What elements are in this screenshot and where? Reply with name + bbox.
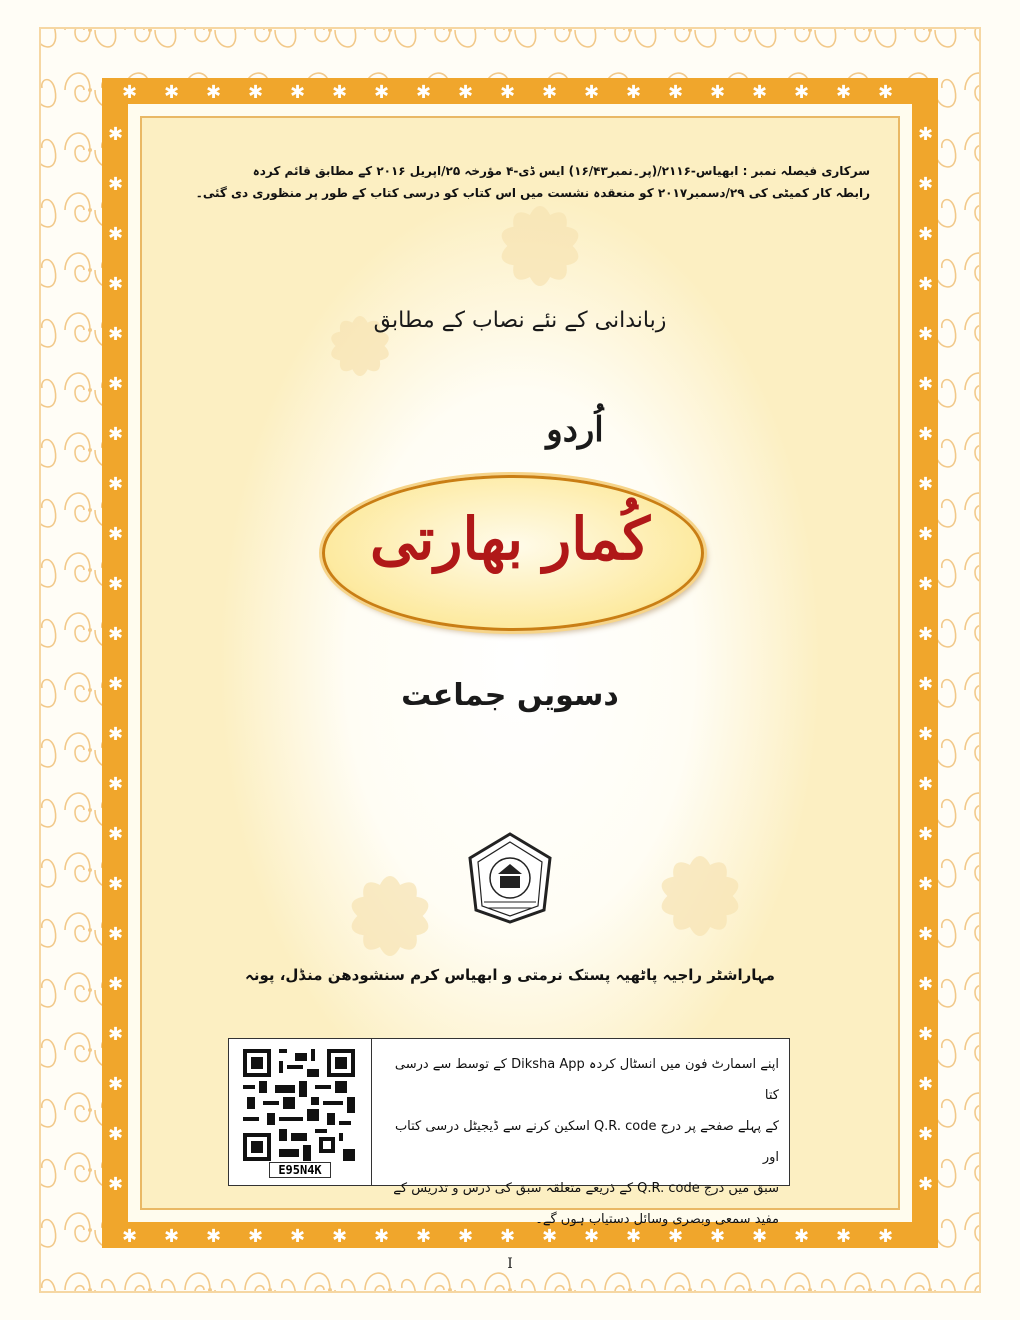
- approval-notice-line-1: سرکاری فیصلہ نمبر : ابھیاس-۲۱۱۶/(پر۔نمبر۱۶/۴۳) ایس ڈی-۴ مؤرخہ ۲۵/اپریل ۲۰۱۶ کے مطابق قائم کردہ: [252, 164, 870, 178]
- svg-text:✱: ✱: [752, 82, 768, 103]
- svg-text:✱: ✱: [108, 474, 124, 495]
- svg-text:✱: ✱: [108, 624, 124, 645]
- svg-text:✱: ✱: [542, 82, 558, 103]
- svg-text:✱: ✱: [108, 1024, 124, 1045]
- qr-code-icon[interactable]: [243, 1049, 355, 1161]
- svg-text:✱: ✱: [108, 574, 124, 595]
- svg-text:✱: ✱: [108, 874, 124, 895]
- qr-instruction-line: مفید سمعی وبصری وسائل دستیاب ہوں گے۔: [535, 1212, 779, 1227]
- svg-text:✱: ✱: [108, 424, 124, 445]
- svg-text:✱: ✱: [668, 82, 684, 103]
- svg-text:✱: ✱: [710, 82, 726, 103]
- svg-text:✱: ✱: [108, 274, 124, 295]
- svg-text:✱: ✱: [584, 82, 600, 103]
- svg-text:✱: ✱: [794, 82, 810, 103]
- svg-text:✱: ✱: [626, 82, 642, 103]
- svg-text:✱: ✱: [248, 82, 264, 103]
- svg-text:✱: ✱: [836, 82, 852, 103]
- subject-label: اُردو: [546, 410, 604, 450]
- svg-text:✱: ✱: [108, 724, 124, 745]
- qr-code-label: E95N4K: [269, 1162, 331, 1178]
- svg-text:✱: ✱: [500, 82, 516, 103]
- approval-notice-line-2: رابطہ کار کمیٹی کی ۲۹/دسمبر۲۰۱۷ کو منعقدہ نشست میں اس کتاب کو درسی کتاب کے طور پر منظوری دی گئی۔: [195, 186, 870, 200]
- svg-text:✱: ✱: [108, 224, 124, 245]
- svg-text:✱: ✱: [878, 82, 894, 103]
- qr-instructions: [379, 1049, 779, 1235]
- svg-text:✱: ✱: [164, 82, 180, 103]
- grade-label: دسویں جماعت: [401, 678, 619, 713]
- svg-text:✱: ✱: [108, 824, 124, 845]
- curriculum-subtitle: زباندانی کے نئے نصاب کے مطابق: [373, 308, 667, 333]
- book-title: کُمار بھارتی: [369, 505, 651, 573]
- qr-instruction-line: سبق میں درج Q.R. code کے ذریعے متعلقہ سبق کی درس و تدریس کے: [393, 1181, 779, 1196]
- qr-cell: [229, 1039, 372, 1185]
- qr-info-box: [228, 1038, 790, 1227]
- svg-text:✱: ✱: [290, 82, 306, 103]
- svg-text:✱: ✱: [108, 974, 124, 995]
- qr-instruction-line: کے پہلے صفحے پر درج Q.R. code اسکین کرنے سے ڈیجیٹل درسی کتاب اور: [394, 1119, 779, 1165]
- svg-text:✱: ✱: [108, 1174, 124, 1195]
- approval-notice: [170, 160, 870, 204]
- svg-text:✱: ✱: [108, 174, 124, 195]
- svg-text:✱: ✱: [108, 374, 124, 395]
- svg-text:✱: ✱: [108, 1124, 124, 1145]
- svg-text:✱: ✱: [108, 324, 124, 345]
- svg-text:✱: ✱: [374, 82, 390, 103]
- svg-text:✱: ✱: [108, 924, 124, 945]
- svg-text:✱: ✱: [108, 774, 124, 795]
- publisher-name: مہاراشٹر راجیہ پاٹھیہ پستک نرمتی و ابھیاس کرم سنشودھن منڈل، پونہ: [245, 966, 775, 984]
- board-emblem-icon: [462, 830, 558, 926]
- svg-text:✱: ✱: [458, 82, 474, 103]
- page-number: I: [507, 1256, 513, 1272]
- svg-text:✱: ✱: [108, 1074, 124, 1095]
- svg-text:✱: ✱: [206, 82, 222, 103]
- svg-text:✱: ✱: [416, 82, 432, 103]
- svg-text:✱: ✱: [108, 524, 124, 545]
- qr-instruction-line: اپنے اسمارٹ فون میں انسٹال کردہ Diksha App کے توسط سے درسی کتا: [394, 1057, 779, 1103]
- svg-text:✱: ✱: [332, 82, 348, 103]
- svg-text:✱: ✱: [122, 82, 138, 103]
- svg-text:✱: ✱: [108, 124, 124, 145]
- svg-text:✱: ✱: [108, 674, 124, 695]
